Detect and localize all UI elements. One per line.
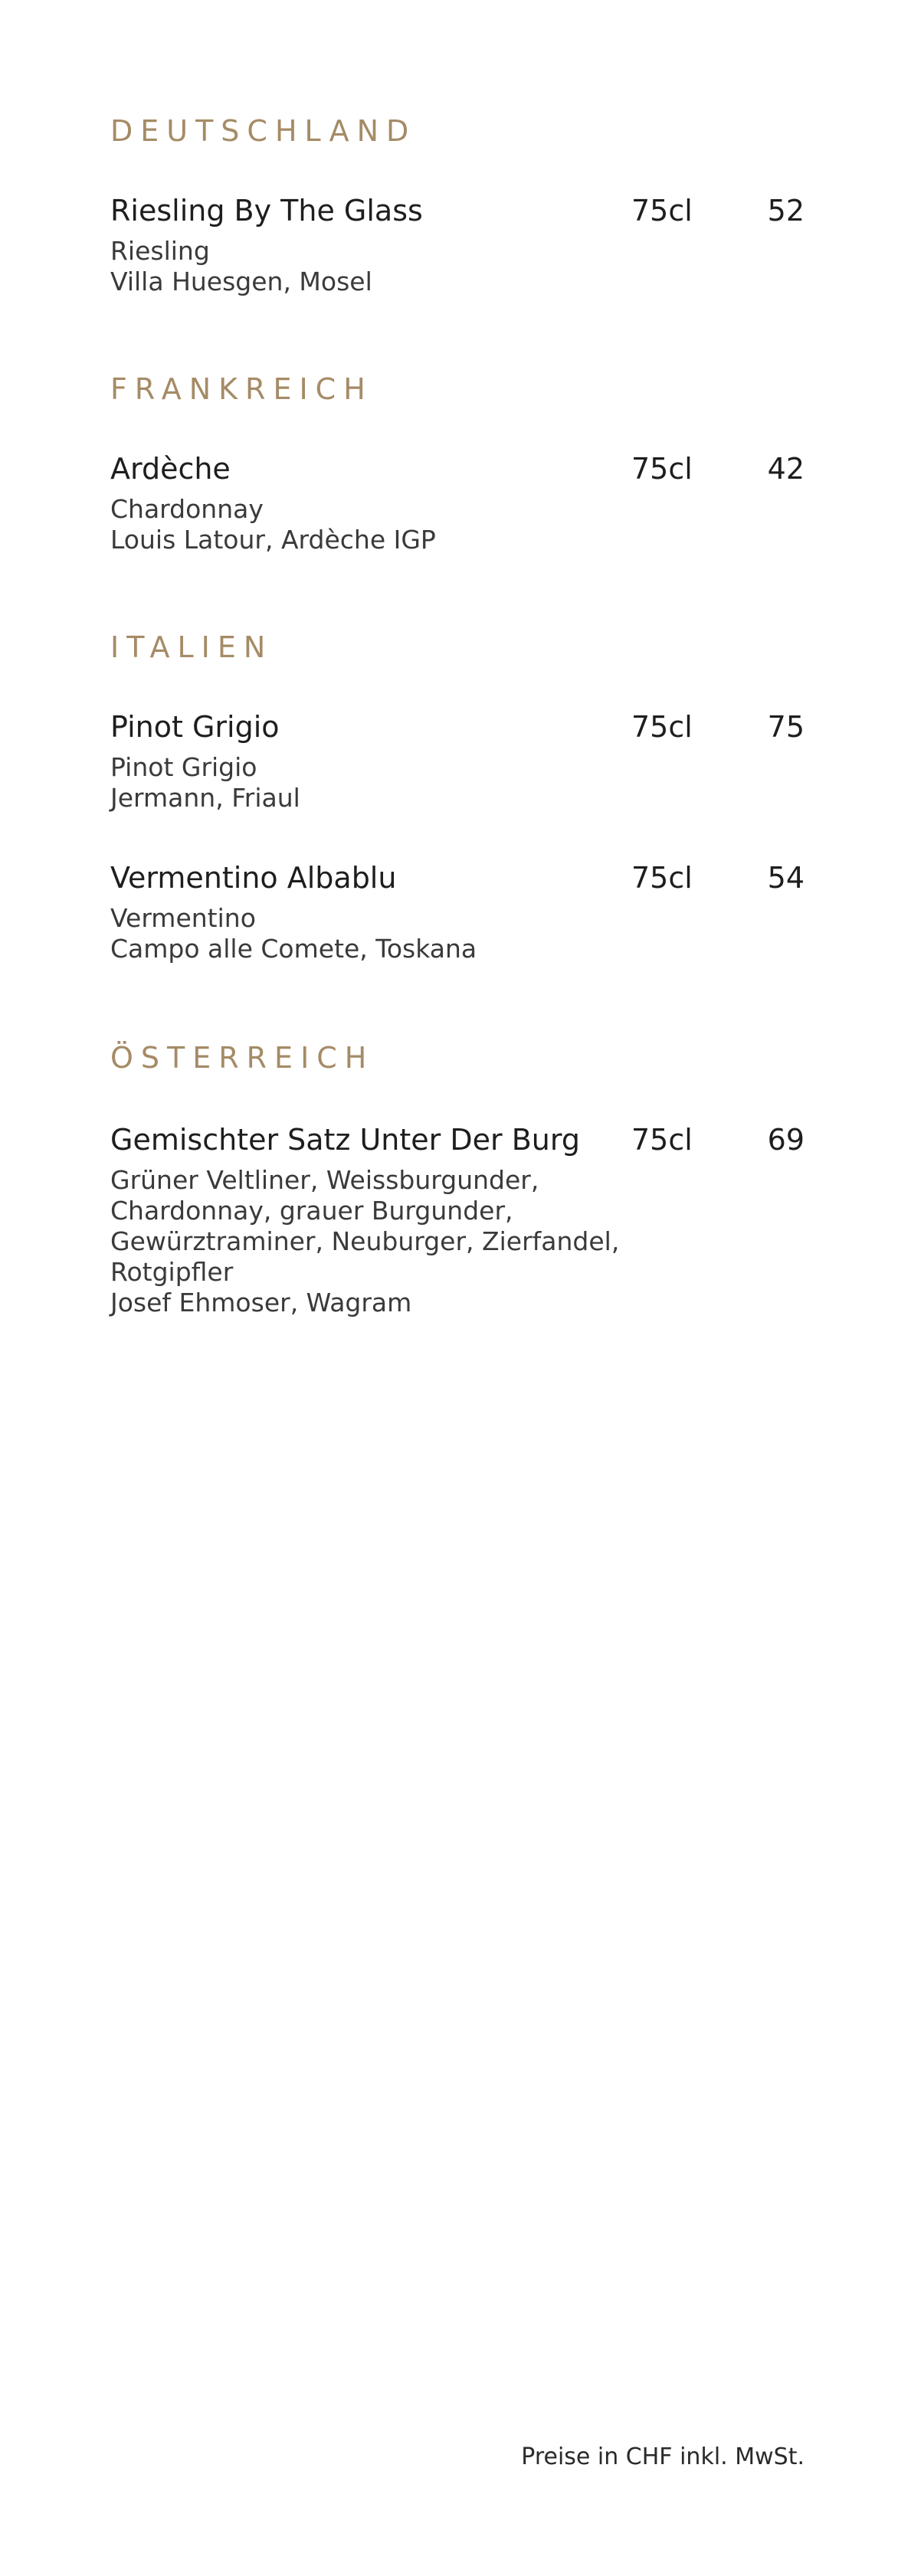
wine-name: Ardèche	[110, 452, 231, 486]
wine-producer: Louis Latour, Ardèche IGP	[110, 525, 436, 555]
wine-grape-line: Grüner Veltliner, Weissburgunder,	[110, 1165, 539, 1195]
wine-producer: Jermann, Friaul	[110, 783, 300, 813]
wine-name: Pinot Grigio	[110, 710, 280, 744]
wine-price: 54	[767, 861, 804, 895]
wine-size: 75cl	[631, 1123, 693, 1157]
wine-grape-line: Chardonnay, grauer Burgunder,	[110, 1196, 513, 1226]
wine-price: 42	[767, 452, 804, 486]
wine-size: 75cl	[631, 194, 693, 227]
section-title-italien: ITALIEN	[110, 630, 274, 664]
wine-grape: Chardonnay	[110, 494, 264, 524]
wine-name: Gemischter Satz Unter Der Burg	[110, 1123, 580, 1157]
wine-details	[110, 1165, 620, 1318]
wine-details	[110, 236, 616, 297]
wine-grape: Pinot Grigio	[110, 752, 257, 782]
wine-producer: Campo alle Comete, Toskana	[110, 934, 477, 964]
wine-price: 52	[767, 194, 804, 227]
wine-size: 75cl	[631, 452, 693, 486]
wine-name: Vermentino Albablu	[110, 861, 397, 895]
wine-size: 75cl	[631, 710, 693, 744]
price-note: Preise in CHF inkl. MwSt.	[521, 2443, 804, 2470]
section-title-deutschland: DEUTSCHLAND	[110, 114, 417, 148]
wine-details	[110, 494, 616, 555]
wine-size: 75cl	[631, 861, 693, 895]
section-title-oesterreich: ÖSTERREICH	[110, 1041, 375, 1075]
wine-grape-line: Gewürztraminer, Neuburger, Zierfandel,	[110, 1226, 620, 1256]
wine-producer: Villa Huesgen, Mosel	[110, 267, 372, 296]
wine-price: 69	[767, 1123, 804, 1157]
wine-details	[110, 903, 616, 964]
wine-grape: Riesling	[110, 236, 210, 266]
wine-grape-line: Rotgipfler	[110, 1257, 234, 1287]
wine-price: 75	[767, 710, 804, 744]
wine-name: Riesling By The Glass	[110, 194, 423, 227]
wine-details	[110, 752, 616, 813]
wine-grape: Vermentino	[110, 903, 256, 933]
wine-producer: Josef Ehmoser, Wagram	[110, 1288, 412, 1317]
section-title-frankreich: FRANKREICH	[110, 372, 373, 406]
